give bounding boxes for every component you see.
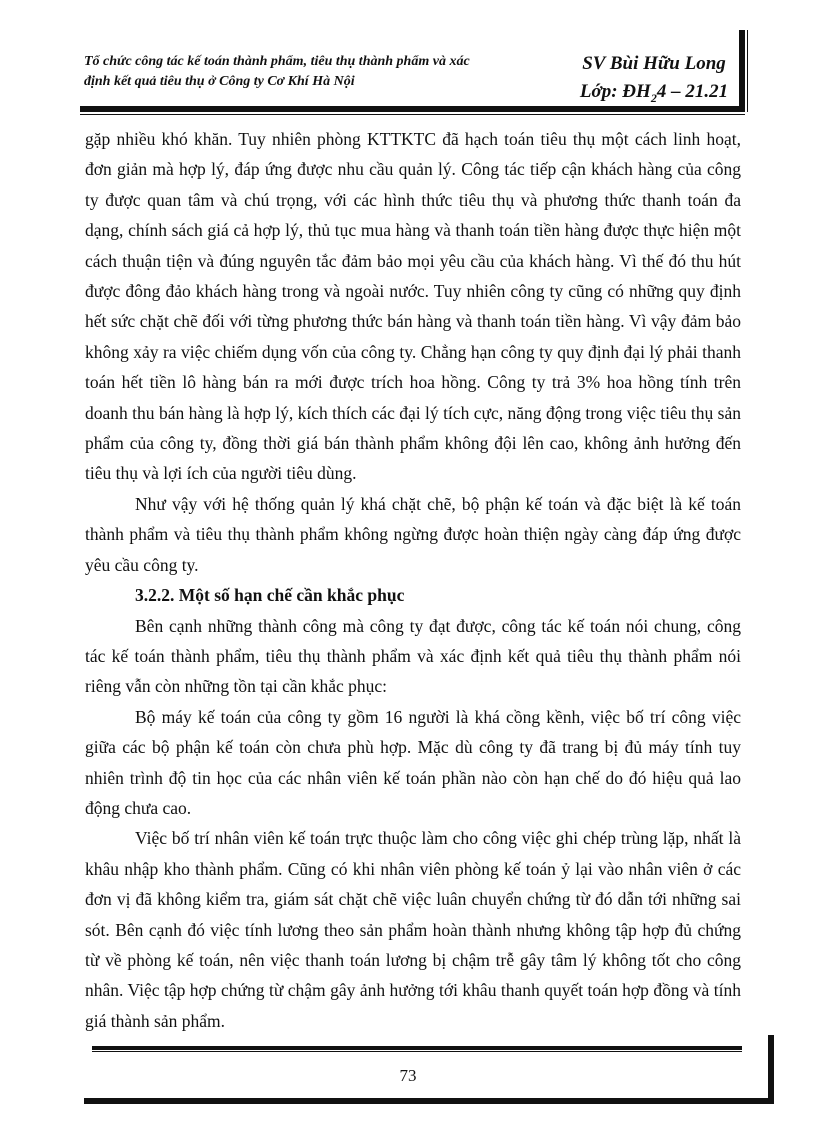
header-frame-right-thin (747, 30, 748, 112)
page-border-shadow-bottom (84, 1098, 774, 1104)
paragraph-1: gặp nhiều khó khăn. Tuy nhiên phòng KTTKTC đã hạch toán tiêu thụ một cách linh hoạt, đơn giản mà hợp lý, đáp ứng được nhu cầu quản lý. Công tác tiếp cận khách hàng của công ty được quan tâm và chú trọng, với các hình thức tiêu thụ và phương thức thanh toán đa dạng, chính sách giá cả hợp lý, thủ tục mua hàng và thanh toán tiền hàng được thực hiện một cách thuận tiện và đúng nguyên tắc đảm bảo mọi yêu cầu của khách hàng. Vì thế đó thu hút được đông đảo khách hàng trong và ngoài nước. Tuy nhiên công ty cũng có những quy định hết sức chặt chẽ đối với từng phương thức bán hàng và thanh toán tiền hàng. Vì vậy đảm bảo không xảy ra việc chiếm dụng vốn của công ty. Chẳng hạn công ty quy định đại lý phải thanh toán hết tiền lô hàng bán ra mới được trích hoa hồng. Công ty trả 3% hoa hồng tính trên doanh thu bán hàng là hợp lý, kích thích các đại lý tích cực, năng động trong việc tiêu thụ sản phẩm của công ty, đồng thời giá bán thành phẩm không đội lên cao, không ảnh hưởng đến tiêu thụ và lợi ích của người tiêu dùng. (85, 129, 741, 484)
page-body (85, 124, 741, 1036)
footer-rule (92, 1046, 742, 1050)
header-class-suffix: 4 – 21.21 (656, 81, 729, 102)
page-border-shadow-right (768, 1035, 774, 1100)
page-number: 73 (399, 1066, 417, 1085)
header-class-prefix: Lớp: ĐH (579, 81, 651, 102)
header-student-name: SV Bùi Hữu Long (582, 53, 726, 74)
header-document-title (84, 52, 564, 92)
header-frame-right (739, 30, 745, 112)
paragraph-4: Bộ máy kế toán của công ty gồm 16 người là khá cồng kềnh, việc bố trí công việc giữa các bộ phận kế toán còn chưa phù hợp. Mặc dù công ty đã trang bị đủ máy tính tuy nhiên trình độ tin học của các nhân viên kế toán phần nào còn hạn chế do đó hiệu quả lao động chưa cao. (85, 706, 741, 818)
paragraph-3: Bên cạnh những thành công mà công ty đạt được, công tác kế toán nói chung, công tác kế toán thành phẩm, tiêu thụ thành phẩm và xác định kết quả tiêu thụ thành phẩm nói riêng vẫn còn những tồn tại cần khắc phục: (85, 615, 741, 697)
section-heading: 3.2.2. Một số hạn chế cần khắc phục (135, 585, 405, 606)
footer-rule-thin (92, 1051, 742, 1052)
paragraph-5: Việc bố trí nhân viên kế toán trực thuộc làm cho công việc ghi chép trùng lặp, nhất là khâu nhập kho thành phẩm. Cũng có khi nhân viên phòng kế toán ỷ lại vào nhân viên ở các đơn vị đã không kiểm tra, giám sát chặt chẽ việc luân chuyển chứng từ đó dẫn tới những sai sót. Bên cạnh đó việc tính lương theo sản phẩm hoàn thành nhưng không tập hợp đủ chứng từ về phòng kế toán, nên việc thanh toán lương bị chậm trễ gây tâm lý không tốt cho công nhân. Việc tập hợp chứng từ chậm gây ảnh hưởng tới khâu thanh quyết toán hợp đồng và tính giá thành sản phẩm. (85, 828, 741, 1031)
header-title-line-2: định kết quả tiêu thụ ở Công ty Cơ Khí Hà Nội (84, 74, 355, 89)
header-title-line-1: Tổ chức công tác kế toán thành phẩm, tiêu thụ thành phẩm và xác (84, 54, 470, 69)
header-student-info (572, 50, 736, 112)
header-class-subscript: 2 (650, 90, 657, 105)
header-rule (80, 106, 745, 112)
paragraph-2: Như vậy với hệ thống quản lý khá chặt chẽ, bộ phận kế toán và đặc biệt là kế toán thành phẩm và tiêu thụ thành phẩm không ngừng được hoàn thiện ngày càng đáp ứng được yêu cầu công ty. (85, 493, 741, 575)
header-rule-thin (80, 114, 745, 115)
